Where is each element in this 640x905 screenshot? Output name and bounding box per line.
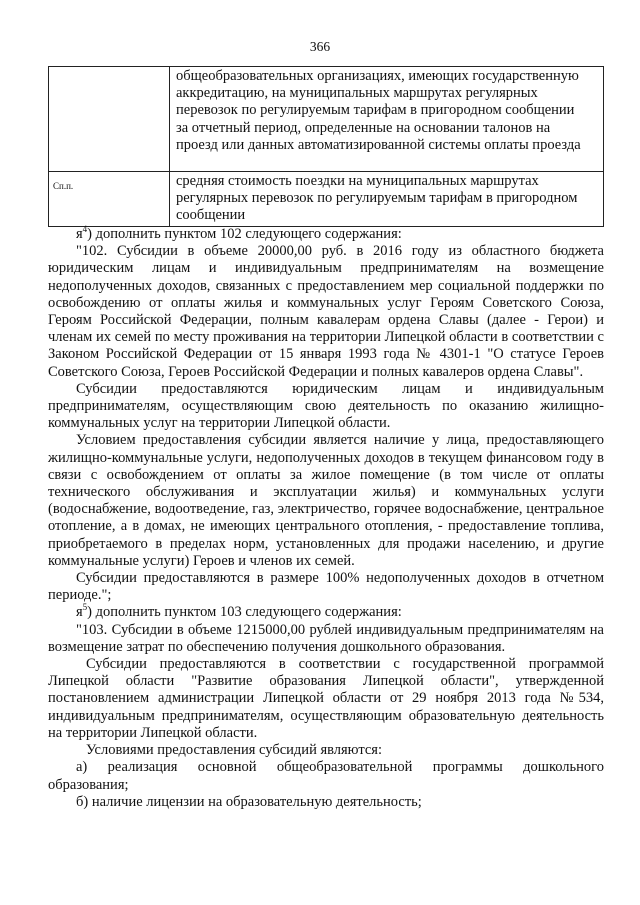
paragraph-103-program: Субсидии предоставляются в соответствии с государственной программой Липецкой области "Развитие образования Липецкой области", утвержденной постановлением администрации Липецкой области от 29 ноября 2013 года №534, индивидуальным предпринимателям, осуществляющим образовательную деятельность на территории Липецкой области. bbox=[48, 656, 604, 741]
paragraph-102-subsidies: Субсидии предоставляются юридическим лицам и индивидуальным предпринимателям, осуществляющим свою деятельность по оказанию жилищно-коммунальных услуг на территории Липецкой области. bbox=[48, 380, 604, 432]
page-number: 366 bbox=[309, 39, 331, 54]
paragraph-102-main: "102. Субсидии в объеме 20000,00 руб. в 2016 году из областного бюджета юридическим лицам и индивидуальным предпринимателям на возмещение недополученных доходов, связанных с предоставлением мер социальной поддержки по освобождению от оплаты жилья и коммунальных услуг Героям Советского Союза, Героям Российской Федерации, полным кавалерам ордена Славы (далее - Герои) и членам их семей по месту проживания на территории Липецкой области в соответствии с Законом Российской Федерации от 15 января 1993 года № 4301-1 "О статусе Героев Советского Союза, Героев Российской Федерации и полных кавалеров ордена Славы". bbox=[48, 243, 604, 380]
table-row bbox=[49, 172, 604, 227]
paragraph-102-condition: Условием предоставления субсидии является наличие у лица, предоставляющего жилищно-коммунальные услуги, недополученных доходов в текущем финансовом году в связи с освобождением от оплаты за жилое помещение (в том числе от оплаты технического обслуживания и эксплуатации жилья) и коммунальных услуги (водоснабжение, водоотведение, газ, электричество, горячее водоснабжение, центральное отопление, а в домах, не имеющих центрального отопления, - предоставление топлива, приобретаемого в пределах норм, установленных для продажи населению, и другие коммунальные услуги) Героев и членов их семей. bbox=[48, 432, 604, 569]
formula-definitions-table bbox=[48, 66, 604, 227]
document-body bbox=[48, 226, 604, 811]
table-description-cell: средняя стоимость поездки на муниципальных маршрутах регулярных перевозок по регулируемым тарифам в пригородном сообщении bbox=[170, 172, 604, 227]
amendment-item-ya4: $я^4$) дополнить пунктом 102 следующего содержания: bbox=[76, 224, 402, 242]
paragraph-102-amount: Субсидии предоставляются в размере 100% недополученных доходов в отчетном периоде."; bbox=[48, 570, 604, 604]
table-symbol-cell: Cп.п. bbox=[49, 172, 170, 227]
paragraph-103-conditions-intro: Условиями предоставления субсидий являются: bbox=[86, 742, 382, 759]
table-row bbox=[49, 67, 604, 172]
paragraph-103-item-a: а) реализация основной общеобразовательной программы дошкольного образования; bbox=[48, 759, 604, 793]
table-description-cell: общеобразовательных организациях, имеющих государственную аккредитацию, на муниципальных маршрутах регулярных перевозок по регулируемым тарифам в пригородном сообщении за отчетный период, определенные на основании талонов на проезд или данных автоматизированной системы оплаты проезда bbox=[170, 67, 604, 172]
amendment-item-ya5: $я^5$) дополнить пунктом 103 следующего содержания: bbox=[76, 602, 402, 621]
table-symbol-cell bbox=[49, 67, 170, 172]
paragraph-103-item-b: б) наличие лицензии на образовательную деятельность; bbox=[76, 793, 422, 810]
paragraph-103-main: "103. Субсидии в объеме 1215000,00 рублей индивидуальным предпринимателям на возмещение затрат по обеспечению получения дошкольного образования. bbox=[48, 621, 604, 655]
